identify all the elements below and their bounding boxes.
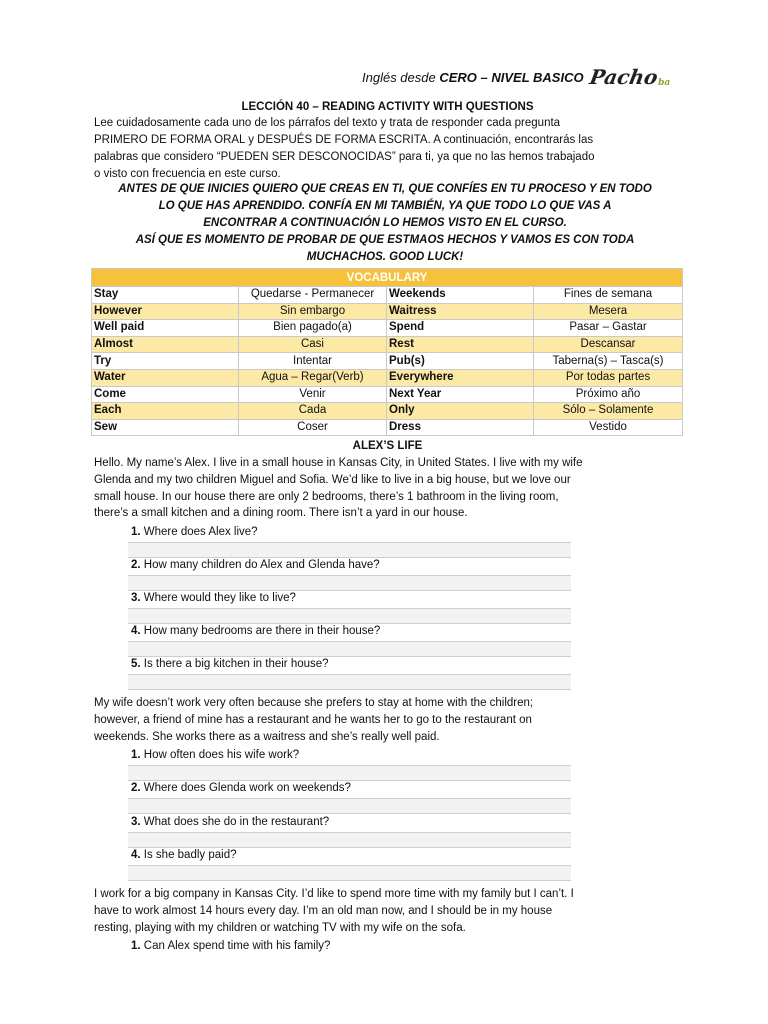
- vocab-translation: Agua – Regar(Verb): [239, 369, 387, 386]
- intro-line: Lee cuidadosamente cada uno de los párrafos del texto y trata de responder cada pregunta: [94, 117, 561, 129]
- question: 5. Is there a big kitchen in their house?: [131, 658, 329, 670]
- brand-logo: Pacho ba: [587, 65, 671, 89]
- vocab-translation: Cada: [239, 403, 387, 420]
- vocab-translation: Casi: [239, 336, 387, 353]
- vocab-translation: Quedarse - Permanecer: [239, 287, 387, 304]
- vocab-translation: Taberna(s) – Tasca(s): [534, 353, 683, 370]
- vocabulary-row: [92, 419, 683, 436]
- paragraph-line: however, a friend of mine has a restaurant and he wants her to go to the restaurant on: [94, 713, 532, 726]
- vocab-word: However: [92, 303, 239, 320]
- vocab-translation: Sólo – Solamente: [534, 403, 683, 420]
- question: 3. Where would they like to live?: [131, 592, 296, 604]
- answer-field[interactable]: [128, 575, 571, 591]
- vocab-word: Everywhere: [387, 369, 534, 386]
- intro-paragraph: [94, 115, 634, 183]
- vocab-translation: Intentar: [239, 353, 387, 370]
- vocabulary-row: [92, 353, 683, 370]
- answer-field[interactable]: [128, 865, 571, 881]
- answer-field[interactable]: [128, 765, 571, 781]
- answer-field[interactable]: [128, 641, 571, 657]
- paragraph-line: Glenda and my two children Miguel and Sofia. We’d like to live in a big house, but we love our: [94, 473, 571, 486]
- motivation-line: LO QUE HAS APRENDIDO. CONFÍA EN MI TAMBIÉN, YA QUE TODO LO QUE VAS A: [158, 200, 612, 212]
- paragraph-line: resting, playing with my children or watching TV with my wife on the sofa.: [94, 921, 466, 934]
- vocab-word: Only: [387, 403, 534, 420]
- vocab-word: Weekends: [387, 287, 534, 304]
- paragraph-line: I work for a big company in Kansas City. I’d like to spend more time with my family but I can’t. I: [94, 888, 574, 900]
- vocabulary-row: [92, 303, 683, 320]
- story-paragraph-3: [94, 886, 624, 936]
- vocabulary-row: [92, 386, 683, 403]
- vocab-word: Sew: [92, 419, 239, 436]
- vocabulary-row: [92, 287, 683, 304]
- vocab-word: Dress: [387, 419, 534, 436]
- story-paragraph-1: [94, 455, 624, 522]
- paragraph-line: Hello. My name’s Alex. I live in a small house in Kansas City, in United States. I live with my wife: [94, 457, 583, 469]
- question: 2. Where does Glenda work on weekends?: [131, 782, 351, 794]
- vocab-word: Come: [92, 386, 239, 403]
- question: 3. What does she do in the restaurant?: [131, 816, 330, 828]
- story-paragraph-2: [94, 695, 624, 745]
- lesson-title: LECCIÓN 40 – READING ACTIVITY WITH QUESTIONS: [241, 101, 534, 113]
- vocab-translation: Bien pagado(a): [239, 320, 387, 337]
- vocabulary-row: [92, 336, 683, 353]
- vocab-word: Try: [92, 353, 239, 370]
- vocab-translation: Coser: [239, 419, 387, 436]
- vocabulary-table: [91, 268, 683, 436]
- vocab-translation: Pasar – Gastar: [534, 320, 683, 337]
- vocab-word: Next Year: [387, 386, 534, 403]
- paragraph-line: there’s a small kitchen and a dining room. There isn’t a yard in our house.: [94, 507, 468, 520]
- answer-field[interactable]: [128, 798, 571, 814]
- vocab-word: Water: [92, 369, 239, 386]
- question: 4. Is she badly paid?: [131, 849, 237, 861]
- paragraph-line: weekends. She works there as a waitress and she’s really well paid.: [94, 730, 440, 743]
- vocab-word: Almost: [92, 336, 239, 353]
- vocab-translation: Vestido: [534, 419, 683, 436]
- vocab-word: Each: [92, 403, 239, 420]
- question: 1. How often does his wife work?: [131, 749, 300, 761]
- intro-line: o visto con frecuencia en este curso.: [94, 168, 281, 180]
- vocabulary-header: VOCABULARY: [92, 269, 683, 287]
- vocab-word: Stay: [92, 287, 239, 304]
- vocab-word: Pub(s): [387, 353, 534, 370]
- motivation-message: [90, 181, 680, 266]
- story-title: ALEX’S LIFE: [352, 440, 423, 452]
- question: 4. How many bedrooms are there in their house?: [131, 625, 381, 637]
- question: 1. Can Alex spend time with his family?: [131, 940, 331, 952]
- motivation-line: MUCHACHOS. GOOD LUCK!: [306, 251, 464, 263]
- vocab-translation: Descansar: [534, 336, 683, 353]
- vocab-translation: Fines de semana: [534, 287, 683, 304]
- vocab-word: Rest: [387, 336, 534, 353]
- vocab-translation: Sin embargo: [239, 303, 387, 320]
- vocab-translation: Por todas partes: [534, 369, 683, 386]
- paragraph-line: have to work almost 14 hours every day. I’m an old man now, and I should be in my house: [94, 904, 553, 917]
- question: 1. Where does Alex live?: [131, 526, 258, 538]
- motivation-line: ANTES DE QUE INICIES QUIERO QUE CREAS EN TI, QUE CONFÍES EN TU PROCESO Y EN TODO: [118, 183, 652, 195]
- page-header: [362, 65, 670, 89]
- vocab-word: Well paid: [92, 320, 239, 337]
- vocabulary-body: [92, 287, 683, 436]
- vocab-translation: Próximo año: [534, 386, 683, 403]
- vocab-word: Waitress: [387, 303, 534, 320]
- intro-line: PRIMERO DE FORMA ORAL y DESPUÉS DE FORMA ESCRITA. A continuación, encontrarás las: [94, 134, 594, 146]
- vocab-translation: Mesera: [534, 303, 683, 320]
- vocab-word: Spend: [387, 320, 534, 337]
- answer-field[interactable]: [128, 832, 571, 848]
- paragraph-line: small house. In our house there are only 2 bedrooms, there’s 1 bathroom in the living room,: [94, 490, 559, 503]
- vocabulary-row: [92, 320, 683, 337]
- motivation-line: ENCONTRAR A CONTINUACIÓN LO HEMOS VISTO EN EL CURSO.: [203, 217, 567, 229]
- intro-line: palabras que considero “PUEDEN SER DESCONOCIDAS” para ti, ya que no las hemos trabajado: [94, 151, 595, 163]
- answer-field[interactable]: [128, 674, 571, 690]
- vocabulary-row: [92, 369, 683, 386]
- paragraph-line: My wife doesn’t work very often because she prefers to stay at home with the children;: [94, 697, 534, 709]
- vocab-translation: Venir: [239, 386, 387, 403]
- vocabulary-row: [92, 403, 683, 420]
- answer-field[interactable]: [128, 542, 571, 558]
- motivation-line: ASÍ QUE ES MOMENTO DE PROBAR DE QUE ESTMAOS HECHOS Y VAMOS ES CON TODA: [135, 234, 635, 246]
- course-title: Inglés desde CERO – NIVEL BASICO: [362, 69, 584, 85]
- answer-field[interactable]: [128, 608, 571, 624]
- question: 2. How many children do Alex and Glenda have?: [131, 559, 380, 571]
